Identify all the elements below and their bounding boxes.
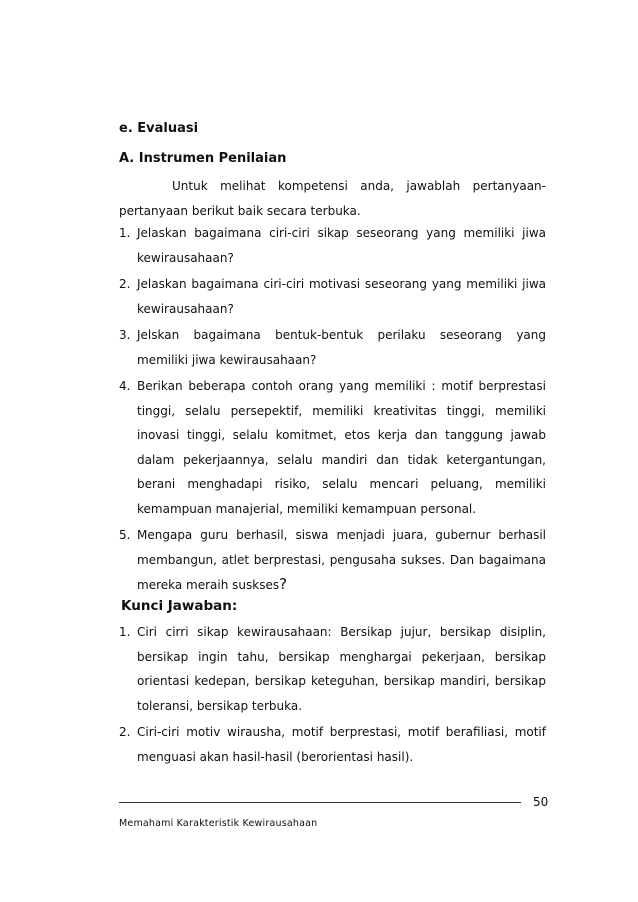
question-item: [119, 374, 546, 521]
answer-item: [119, 620, 546, 718]
footer-divider: [119, 802, 521, 803]
question-number: 4.: [119, 379, 131, 393]
answer-text: Ciri cirri sikap kewirausahaan: Bersikap jujur, bersikap disiplin, bersikap ingin tahu, bersikap menghargai pekerjaan, bersikap orientasi kedepan, bersikap keteguhan, bersikap mandiri, bersikap toleransi, bersikap terbuka.: [137, 625, 546, 713]
intro-paragraph: Untuk melihat kompetensi anda, jawablah pertanyaan-pertanyaan berikut baik secara terbuka.: [119, 179, 546, 218]
question-number: 3.: [119, 328, 131, 342]
section-title: e. Evaluasi: [119, 121, 199, 136]
running-footer-title: Memahami Karakteristik Kewirausahaan: [119, 818, 318, 829]
answer-text: Ciri-ciri motiv wirausha, motif berprestasi, motif berafiliasi, motif menguasi akan hasil-hasil (berorientasi hasil).: [137, 725, 546, 764]
question-number: 2.: [119, 277, 131, 291]
question-number: 5.: [119, 528, 131, 542]
subsection-title: A. Instrumen Penilaian: [119, 151, 287, 166]
question-item: [119, 272, 546, 321]
question-text: Jelaskan bagaimana ciri-ciri motivasi seseorang yang memiliki jiwa kewirausahaan?: [137, 277, 546, 316]
question-item: [119, 323, 546, 372]
question-item: [119, 523, 546, 598]
question-item: [119, 221, 546, 270]
question-text: Jelskan bagaimana bentuk-bentuk perilaku seseorang yang memiliki jiwa kewirausahaan?: [137, 328, 546, 367]
question-number: 1.: [119, 226, 131, 240]
answer-item: [119, 720, 546, 769]
answer-list: [119, 620, 546, 771]
answer-key-title: Kunci Jawaban:: [121, 598, 238, 614]
question-list: [119, 221, 546, 600]
question-mark: ?: [279, 575, 288, 593]
question-text: Jelaskan bagaimana ciri-ciri sikap seseorang yang memiliki jiwa kewirausahaan?: [137, 226, 546, 265]
answer-number: 1.: [119, 625, 131, 639]
question-text: Mengapa guru berhasil, siswa menjadi juara, gubernur berhasil membangun, atlet berprestasi, pengusaha sukses. Dan bagaimana mereka meraih suskses: [137, 528, 546, 592]
question-text: Berikan beberapa contoh orang yang memiliki : motif berprestasi tinggi, selalu persepektif, memiliki kreativitas tinggi, memiliki inovasi tinggi, selalu komitmet, etos kerja dan tanggung jawab dalam pekerjaannya, selalu mandiri dan tidak ketergantungan, berani menghadapi risiko, selalu mencari peluang, memiliki kemampuan manajerial, memiliki kemampuan personal.: [137, 379, 546, 516]
page-number: 50: [533, 795, 549, 809]
answer-number: 2.: [119, 725, 131, 739]
